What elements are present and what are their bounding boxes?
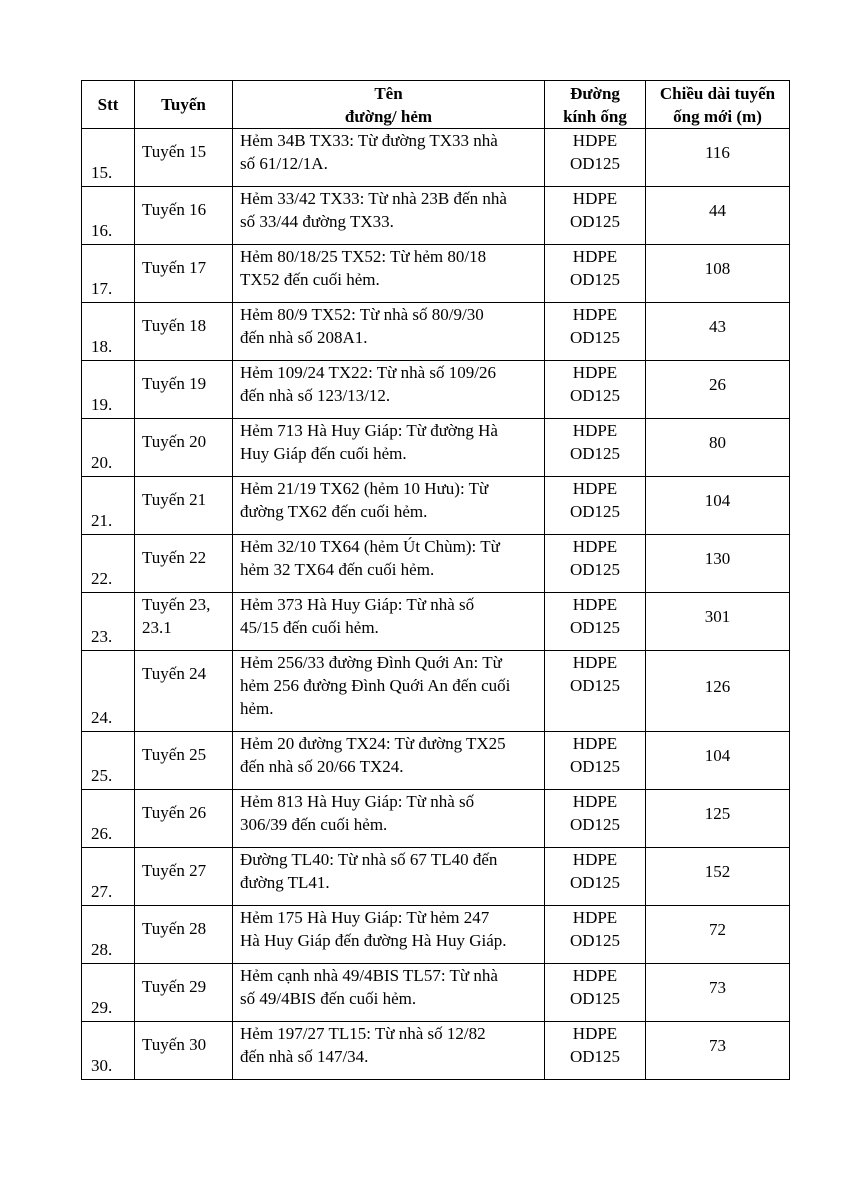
header-length-line1: Chiều dài tuyến	[659, 83, 776, 103]
street-name-cell	[233, 651, 545, 732]
header-name-line2: đường/ hẻm	[344, 106, 433, 126]
street-name-cell-text: Hẻm 256/33 đường Đình Quới An: Từ hẻm 256 đường Đình Quới An đến cuối hẻm.	[240, 653, 511, 718]
street-name-cell-text: Hẻm 197/27 TL15: Từ nhà số 12/82 đến nhà số 147/34.	[240, 1024, 486, 1066]
pipe-length-cell-text: 104	[704, 491, 731, 510]
pipe-length-cell-text: 73	[709, 978, 726, 997]
stt-cell	[82, 732, 135, 790]
pipe-diameter-cell-text: HDPE OD125	[569, 247, 621, 289]
stt-cell	[82, 651, 135, 732]
street-name-cell-text: Hẻm 813 Hà Huy Giáp: Từ nhà số 306/39 đến cuối hẻm.	[240, 792, 475, 834]
route-cell	[135, 848, 233, 906]
pipe-length-cell-text: 43	[709, 317, 726, 336]
pipe-length-cell-text: 44	[709, 201, 726, 220]
pipe-length-cell-text: 108	[704, 259, 731, 278]
stt-cell-text: 29.	[91, 998, 113, 1017]
table-row	[82, 245, 790, 303]
pipe-diameter-cell	[545, 419, 646, 477]
header-diameter-line2: kính ống	[563, 106, 627, 126]
pipe-length-cell	[646, 303, 790, 361]
table-row	[82, 651, 790, 732]
pipe-diameter-cell-text: HDPE OD125	[569, 189, 621, 231]
pipe-length-cell	[646, 848, 790, 906]
header-route-label: Tuyến	[161, 95, 206, 114]
pipe-diameter-cell	[545, 906, 646, 964]
table-row	[82, 303, 790, 361]
table-row	[82, 129, 790, 187]
pipe-diameter-cell	[545, 790, 646, 848]
table-row	[82, 732, 790, 790]
header-length-line2: ống mới (m)	[673, 106, 762, 126]
stt-cell-text: 15.	[91, 163, 113, 182]
pipe-diameter-cell-text: HDPE OD125	[569, 537, 621, 579]
route-cell	[135, 1022, 233, 1080]
pipe-diameter-cell	[545, 1022, 646, 1080]
route-cell	[135, 187, 233, 245]
pipe-length-cell-text: 301	[704, 607, 731, 626]
header-name-line1: Tên	[374, 83, 403, 103]
pipe-length-cell-text: 152	[704, 862, 731, 881]
table-row	[82, 848, 790, 906]
pipe-diameter-cell	[545, 477, 646, 535]
header-row	[82, 81, 790, 129]
pipe-diameter-cell-text: HDPE OD125	[569, 131, 621, 173]
pipe-length-cell-text: 130	[704, 549, 731, 568]
table-row	[82, 361, 790, 419]
street-name-cell	[233, 303, 545, 361]
table-row	[82, 964, 790, 1022]
stt-cell	[82, 593, 135, 651]
stt-cell-text: 22.	[91, 569, 113, 588]
pipe-length-cell-text: 104	[704, 746, 731, 765]
stt-cell-text: 17.	[91, 279, 113, 298]
route-cell	[135, 303, 233, 361]
route-cell	[135, 361, 233, 419]
pipe-diameter-cell-text: HDPE OD125	[569, 305, 621, 347]
pipe-length-cell-text: 26	[709, 375, 726, 394]
street-name-cell	[233, 848, 545, 906]
route-cell-text: Tuyến 27	[142, 861, 207, 880]
street-name-cell-text: Hẻm 175 Hà Huy Giáp: Từ hẻm 247 Hà Huy Giáp đến đường Hà Huy Giáp.	[240, 908, 507, 950]
pipe-diameter-cell	[545, 361, 646, 419]
pipe-length-cell	[646, 419, 790, 477]
pipe-diameter-cell-text: HDPE OD125	[569, 792, 621, 834]
route-cell-text: Tuyến 20	[142, 432, 207, 451]
pipe-diameter-cell-text: HDPE OD125	[569, 966, 621, 1008]
route-cell-text: Tuyến 23, 23.1	[142, 595, 211, 637]
route-cell	[135, 651, 233, 732]
street-name-cell	[233, 535, 545, 593]
route-cell-text: Tuyến 22	[142, 548, 207, 567]
header-diameter-line1: Đường	[570, 83, 620, 103]
pipe-length-cell	[646, 906, 790, 964]
street-name-cell	[233, 129, 545, 187]
pipe-routes-table	[81, 80, 790, 1080]
route-cell	[135, 964, 233, 1022]
pipe-length-cell	[646, 651, 790, 732]
pipe-length-cell	[646, 732, 790, 790]
stt-cell	[82, 245, 135, 303]
pipe-diameter-cell-text: HDPE OD125	[569, 595, 621, 637]
route-cell-text: Tuyến 24	[142, 664, 207, 683]
pipe-diameter-cell	[545, 187, 646, 245]
pipe-length-cell	[646, 245, 790, 303]
pipe-diameter-cell-text: HDPE OD125	[569, 1024, 621, 1066]
street-name-cell-text: Hẻm 80/18/25 TX52: Từ hẻm 80/18 TX52 đến cuối hẻm.	[240, 247, 487, 289]
pipe-diameter-cell-text: HDPE OD125	[569, 363, 621, 405]
street-name-cell	[233, 187, 545, 245]
route-cell	[135, 593, 233, 651]
pipe-length-cell-text: 125	[704, 804, 731, 823]
street-name-cell	[233, 790, 545, 848]
stt-cell	[82, 1022, 135, 1080]
pipe-length-cell-text: 116	[705, 143, 730, 162]
pipe-length-cell	[646, 593, 790, 651]
pipe-diameter-cell	[545, 651, 646, 732]
pipe-length-cell	[646, 477, 790, 535]
route-cell	[135, 906, 233, 964]
pipe-length-cell	[646, 535, 790, 593]
table-row	[82, 593, 790, 651]
header-diameter	[545, 81, 646, 129]
stt-cell-text: 20.	[91, 453, 113, 472]
route-cell	[135, 477, 233, 535]
stt-cell-text: 23.	[91, 627, 113, 646]
street-name-cell	[233, 964, 545, 1022]
header-stt-label: Stt	[97, 95, 119, 114]
pipe-length-cell-text: 72	[709, 920, 726, 939]
pipe-length-cell	[646, 187, 790, 245]
street-name-cell-text: Hẻm 80/9 TX52: Từ nhà số 80/9/30 đến nhà số 208A1.	[240, 305, 484, 347]
table-row	[82, 419, 790, 477]
street-name-cell-text: Hẻm 21/19 TX62 (hẻm 10 Hưu): Từ đường TX62 đến cuối hẻm.	[240, 479, 489, 521]
pipe-diameter-cell-text: HDPE OD125	[569, 479, 621, 521]
route-cell	[135, 129, 233, 187]
stt-cell-text: 27.	[91, 882, 113, 901]
stt-cell-text: 25.	[91, 766, 113, 785]
stt-cell	[82, 535, 135, 593]
pipe-diameter-cell	[545, 535, 646, 593]
street-name-cell	[233, 245, 545, 303]
street-name-cell-text: Hẻm 373 Hà Huy Giáp: Từ nhà số 45/15 đến cuối hẻm.	[240, 595, 475, 637]
street-name-cell-text: Hẻm 109/24 TX22: Từ nhà số 109/26 đến nhà số 123/13/12.	[240, 363, 497, 405]
stt-cell	[82, 906, 135, 964]
route-cell-text: Tuyến 30	[142, 1035, 207, 1054]
street-name-cell	[233, 732, 545, 790]
street-name-cell-text: Hẻm cạnh nhà 49/4BIS TL57: Từ nhà số 49/4BIS đến cuối hẻm.	[240, 966, 498, 1008]
pipe-length-cell-text: 126	[704, 676, 731, 696]
route-cell-text: Tuyến 29	[142, 977, 207, 996]
street-name-cell	[233, 593, 545, 651]
stt-cell	[82, 848, 135, 906]
header-name	[233, 81, 545, 129]
route-cell-text: Tuyến 19	[142, 374, 207, 393]
route-cell	[135, 790, 233, 848]
route-cell-text: Tuyến 28	[142, 919, 207, 938]
route-cell	[135, 535, 233, 593]
table-row	[82, 477, 790, 535]
route-cell-text: Tuyến 25	[142, 745, 207, 764]
stt-cell-text: 30.	[91, 1056, 113, 1075]
table-row	[82, 1022, 790, 1080]
pipe-diameter-cell	[545, 129, 646, 187]
street-name-cell-text: Hẻm 33/42 TX33: Từ nhà 23B đến nhà số 33/44 đường TX33.	[240, 189, 507, 231]
stt-cell	[82, 790, 135, 848]
route-cell-text: Tuyến 21	[142, 490, 207, 509]
route-cell-text: Tuyến 15	[142, 142, 207, 161]
stt-cell-text: 19.	[91, 395, 113, 414]
table-header	[82, 81, 790, 129]
street-name-cell	[233, 906, 545, 964]
street-name-cell-text: Hẻm 34B TX33: Từ đường TX33 nhà số 61/12/1A.	[240, 131, 498, 173]
pipe-length-cell	[646, 129, 790, 187]
pipe-diameter-cell-text: HDPE OD125	[569, 653, 621, 695]
pipe-diameter-cell-text: HDPE OD125	[569, 908, 621, 950]
header-route	[135, 81, 233, 129]
pipe-diameter-cell	[545, 732, 646, 790]
pipe-diameter-cell-text: HDPE OD125	[569, 734, 621, 776]
stt-cell-text: 28.	[91, 940, 113, 959]
stt-cell-text: 16.	[91, 221, 113, 240]
table-row	[82, 906, 790, 964]
route-cell	[135, 245, 233, 303]
pipe-diameter-cell	[545, 964, 646, 1022]
pipe-length-cell-text: 80	[709, 433, 726, 452]
pipe-diameter-cell	[545, 245, 646, 303]
route-cell-text: Tuyến 17	[142, 258, 207, 277]
table-body	[82, 129, 790, 1080]
street-name-cell-text: Hẻm 20 đường TX24: Từ đường TX25 đến nhà số 20/66 TX24.	[240, 734, 506, 776]
pipe-diameter-cell-text: HDPE OD125	[569, 850, 621, 892]
route-cell	[135, 419, 233, 477]
stt-cell	[82, 419, 135, 477]
stt-cell	[82, 964, 135, 1022]
header-stt	[82, 81, 135, 129]
stt-cell	[82, 129, 135, 187]
pipe-diameter-cell	[545, 303, 646, 361]
pipe-diameter-cell-text: HDPE OD125	[569, 421, 621, 463]
pipe-length-cell	[646, 790, 790, 848]
street-name-cell-text: Đường TL40: Từ nhà số 67 TL40 đến đường TL41.	[240, 850, 498, 892]
street-name-cell	[233, 419, 545, 477]
pipe-diameter-cell	[545, 593, 646, 651]
stt-cell	[82, 187, 135, 245]
street-name-cell	[233, 1022, 545, 1080]
street-name-cell-text: Hẻm 32/10 TX64 (hẻm Út Chùm): Từ hẻm 32 TX64 đến cuối hẻm.	[240, 537, 500, 579]
route-cell	[135, 732, 233, 790]
header-length	[646, 81, 790, 129]
stt-cell-text: 21.	[91, 511, 113, 530]
pipe-length-cell	[646, 361, 790, 419]
stt-cell-text: 24.	[91, 708, 113, 727]
stt-cell	[82, 303, 135, 361]
street-name-cell	[233, 477, 545, 535]
route-cell-text: Tuyến 16	[142, 200, 207, 219]
pipe-length-cell-text: 73	[709, 1036, 726, 1055]
stt-cell-text: 26.	[91, 824, 113, 843]
stt-cell	[82, 361, 135, 419]
table-row	[82, 790, 790, 848]
table-row	[82, 535, 790, 593]
pipe-length-cell	[646, 1022, 790, 1080]
pipe-length-cell	[646, 964, 790, 1022]
route-cell-text: Tuyến 26	[142, 803, 207, 822]
street-name-cell	[233, 361, 545, 419]
route-cell-text: Tuyến 18	[142, 316, 207, 335]
street-name-cell-text: Hẻm 713 Hà Huy Giáp: Từ đường Hà Huy Giáp đến cuối hẻm.	[240, 421, 498, 463]
stt-cell	[82, 477, 135, 535]
pipe-diameter-cell	[545, 848, 646, 906]
table-row	[82, 187, 790, 245]
stt-cell-text: 18.	[91, 337, 113, 356]
